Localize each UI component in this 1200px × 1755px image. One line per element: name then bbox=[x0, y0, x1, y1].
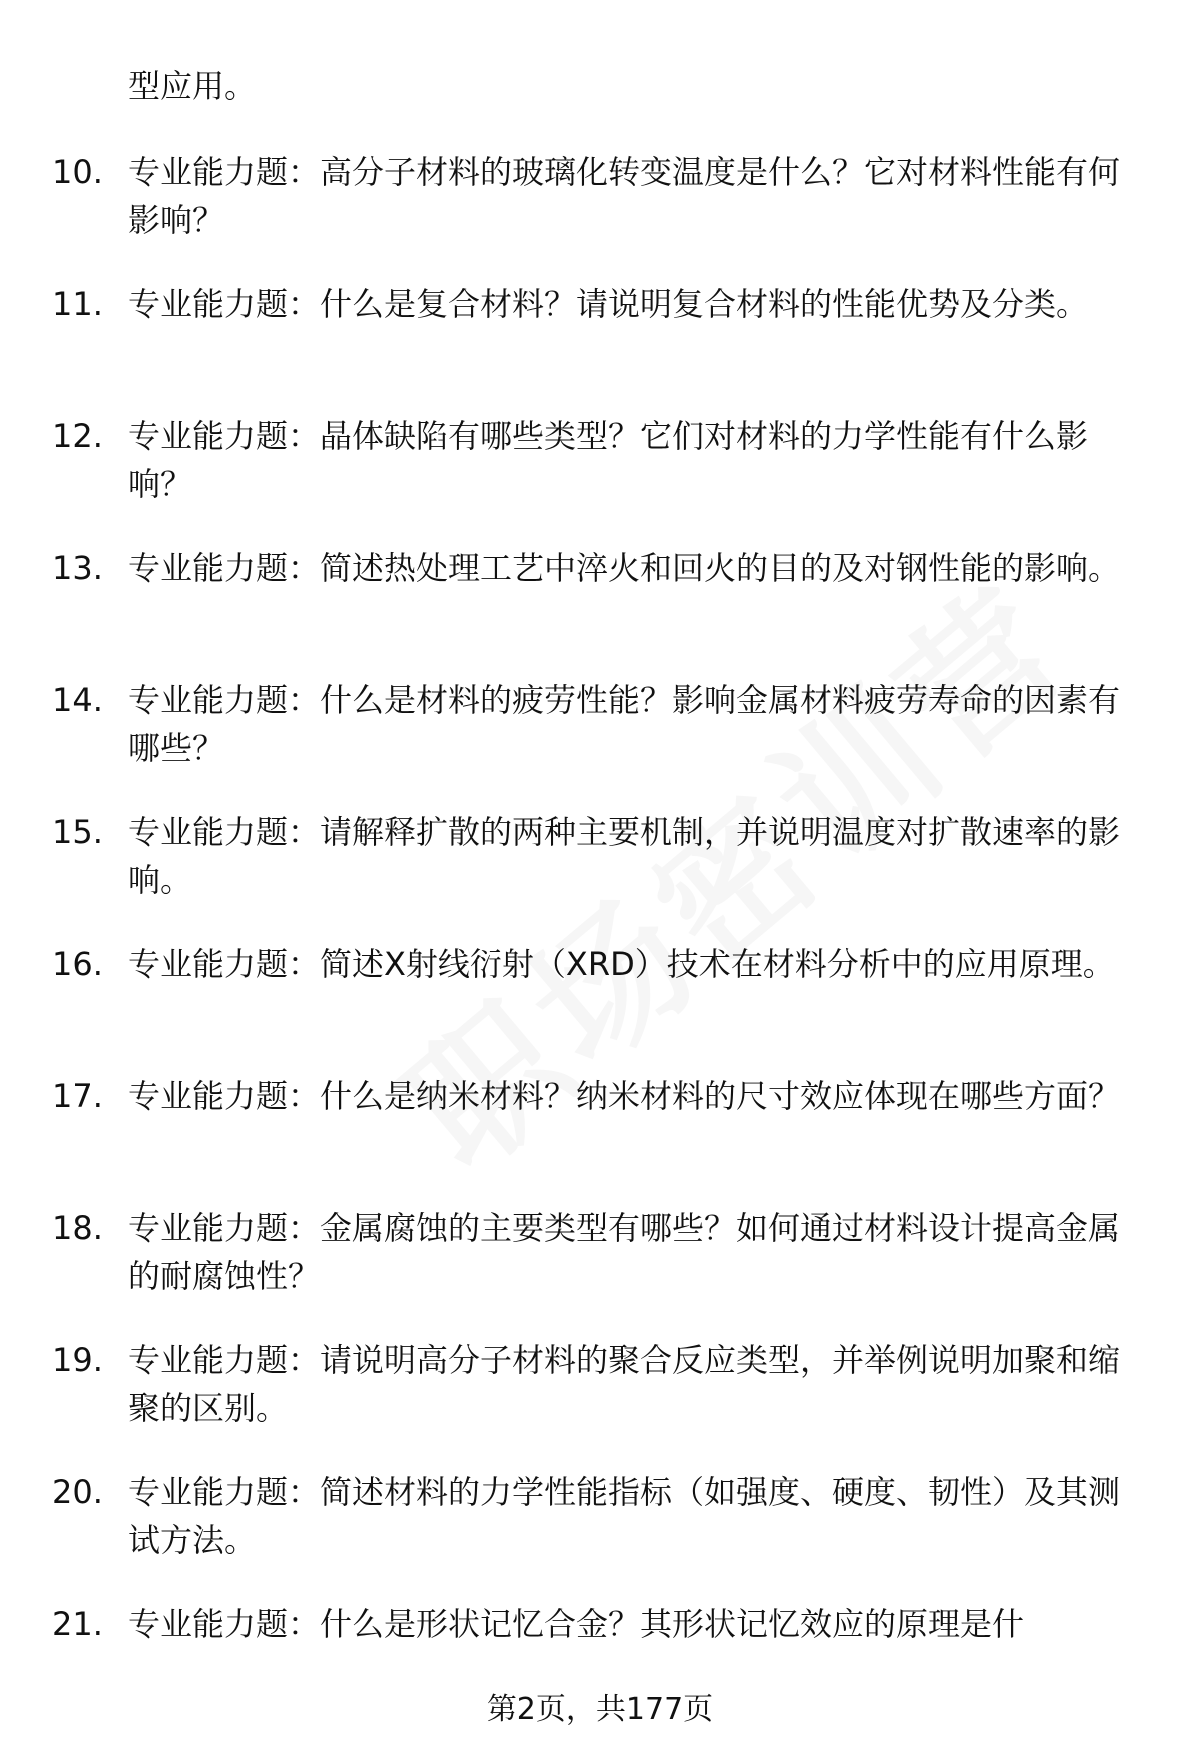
question-number: 15. bbox=[52, 813, 103, 851]
question-text: 专业能力题：金属腐蚀的主要类型有哪些？如何通过材料设计提高金属的耐腐蚀性？ bbox=[128, 1209, 1121, 1295]
question-number: 19. bbox=[52, 1341, 103, 1379]
question-item bbox=[0, 1072, 1200, 1204]
continuation-text: 型应用。 bbox=[128, 67, 257, 105]
question-text: 专业能力题：什么是复合材料？请说明复合材料的性能优势及分类。 bbox=[128, 285, 1089, 323]
question-text: 专业能力题：什么是纳米材料？纳米材料的尺寸效应体现在哪些方面？ bbox=[128, 1077, 1121, 1115]
question-number: 16. bbox=[52, 945, 103, 983]
question-text: 专业能力题：请说明高分子材料的聚合反应类型，并举例说明加聚和缩聚的区别。 bbox=[128, 1341, 1121, 1427]
question-item bbox=[0, 412, 1200, 544]
question-item bbox=[0, 544, 1200, 676]
question-number: 11. bbox=[52, 285, 103, 323]
question-text: 专业能力题：简述X射线衍射（XRD）技术在材料分析中的应用原理。 bbox=[128, 945, 1115, 983]
question-number: 14. bbox=[52, 681, 103, 719]
question-number: 13. bbox=[52, 549, 103, 587]
question-item bbox=[0, 1468, 1200, 1600]
question-text: 专业能力题：高分子材料的玻璃化转变温度是什么？它对材料性能有何影响？ bbox=[128, 153, 1121, 239]
question-text: 专业能力题：什么是材料的疲劳性能？影响金属材料疲劳寿命的因素有哪些？ bbox=[128, 681, 1121, 767]
page-footer: 第2页，共177页 bbox=[486, 1692, 714, 1727]
question-number: 17. bbox=[52, 1077, 103, 1115]
question-text: 专业能力题：请解释扩散的两种主要机制，并说明温度对扩散速率的影响。 bbox=[128, 813, 1121, 899]
question-item bbox=[0, 676, 1200, 808]
question-number: 12. bbox=[52, 417, 103, 455]
question-text: 专业能力题：什么是形状记忆合金？其形状记忆效应的原理是什 bbox=[128, 1605, 1025, 1643]
question-number: 20. bbox=[52, 1473, 103, 1511]
question-list bbox=[0, 148, 1200, 1732]
question-item bbox=[0, 1336, 1200, 1468]
question-text: 专业能力题：简述热处理工艺中淬火和回火的目的及对钢性能的影响。 bbox=[128, 549, 1121, 587]
question-item bbox=[0, 808, 1200, 940]
question-text: 专业能力题：晶体缺陷有哪些类型？它们对材料的力学性能有什么影响？ bbox=[128, 417, 1089, 503]
question-item bbox=[0, 280, 1200, 412]
question-number: 18. bbox=[52, 1209, 103, 1247]
question-number: 21. bbox=[52, 1605, 103, 1643]
question-item bbox=[0, 940, 1200, 1072]
question-item bbox=[0, 1204, 1200, 1336]
question-text: 专业能力题：简述材料的力学性能指标（如强度、硬度、韧性）及其测试方法。 bbox=[128, 1473, 1121, 1559]
question-number: 10. bbox=[52, 153, 103, 191]
question-item bbox=[0, 148, 1200, 280]
